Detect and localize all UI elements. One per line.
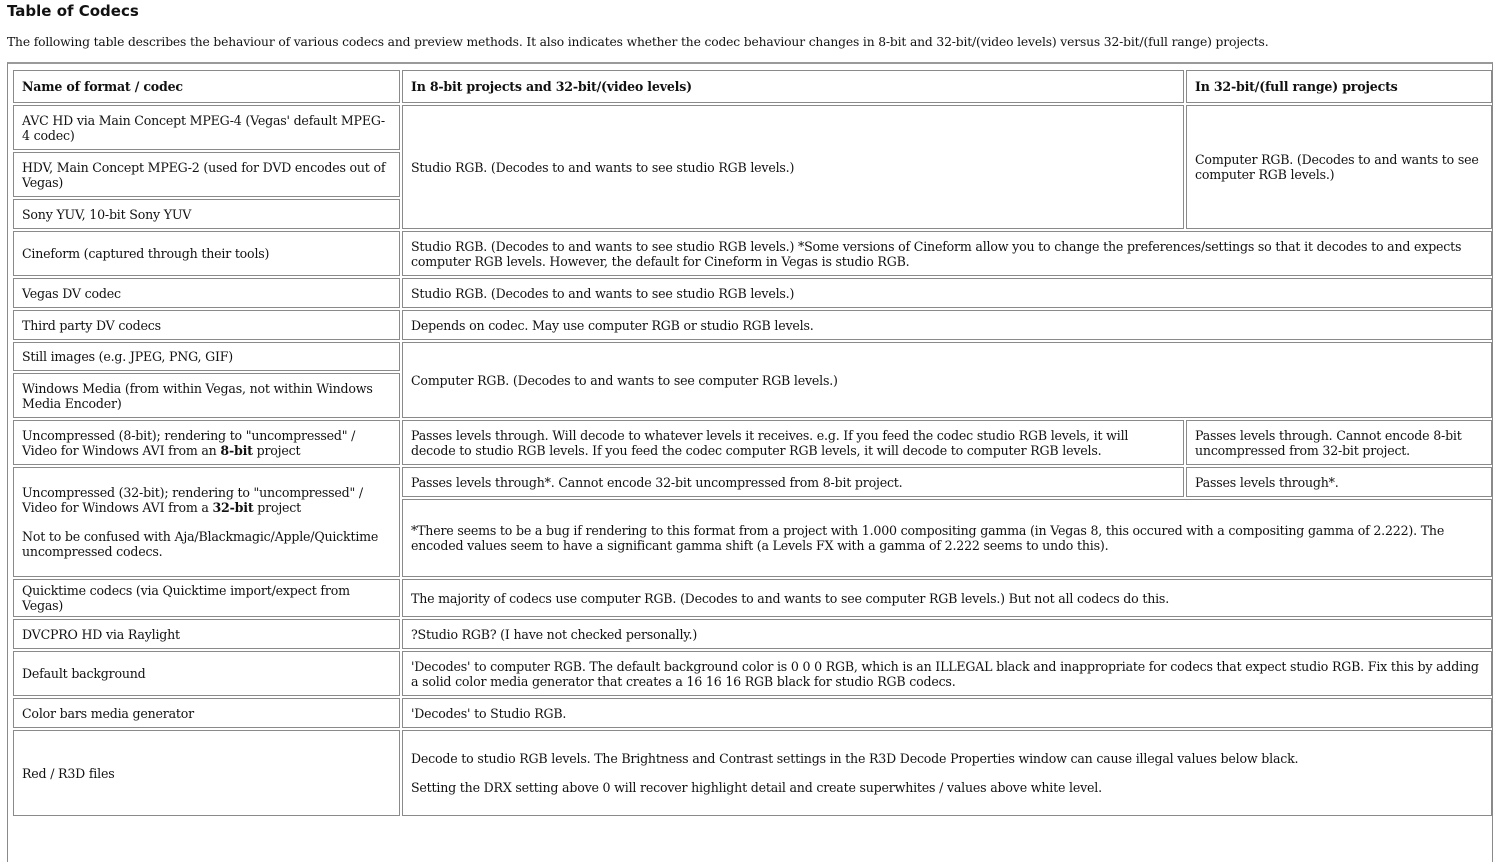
table-row — [13, 342, 1492, 371]
format-avc-hd: AVC HD via Main Concept MPEG-4 (Vegas' default MPEG-4 codec) — [13, 105, 400, 150]
uncompressed-8bit-bold: 8-bit — [220, 442, 253, 458]
codec-table — [11, 68, 1494, 818]
uncompressed-32bit-suffix: project — [253, 500, 301, 515]
uncompressed-32bit-bug-note: *There seems to be a bug if rendering to this format from a project with 1.000 compositing gamma (in Vegas 8, this occured with a compositing gamma of 2.222). The encoded values seem to have a significant gamma shift (a Levels FX with a gamma of 2.222 seems to undo this). — [402, 499, 1492, 577]
format-cineform: Cineform (captured through their tools) — [13, 231, 400, 276]
uncompressed-32bit-title — [22, 485, 391, 515]
intro-paragraph: The following table describes the behaviour of various codecs and preview methods. It also indicates whether the codec behaviour changes in 8-bit and 32-bit/(video levels) versus 32-bit/(full range) projects. — [7, 35, 1269, 49]
format-windows-media: Windows Media (from within Vegas, not within Windows Media Encoder) — [13, 373, 400, 418]
uncompressed-32bit-bold: 32-bit — [212, 500, 254, 515]
cineform-behaviour: Studio RGB. (Decodes to and wants to see studio RGB levels.) *Some versions of Cineform allow you to change the preferences/settings so that it decodes to and expects computer RGB levels. However, the default for Cineform in Vegas is studio RGB. — [402, 231, 1492, 276]
table-row — [13, 310, 1492, 340]
color-bars-behaviour: 'Decodes' to Studio RGB. — [402, 698, 1492, 728]
group1-8bit-behaviour: Studio RGB. (Decodes to and wants to see studio RGB levels.) — [402, 105, 1184, 229]
dvcpro-behaviour: ?Studio RGB? (I have not checked personally.) — [402, 619, 1492, 649]
table-header-row — [13, 70, 1492, 103]
group1-32bit-behaviour: Computer RGB. (Decodes to and wants to see computer RGB levels.) — [1186, 105, 1492, 229]
format-default-background: Default background — [13, 651, 400, 696]
table-row — [13, 651, 1492, 696]
format-dvcpro-hd: DVCPRO HD via Raylight — [13, 619, 400, 649]
quicktime-behaviour: The majority of codecs use computer RGB. (Decodes to and wants to see computer RGB levels.) But not all codecs do this. — [402, 579, 1492, 617]
uncompressed-32bit-behaviour-32bit: Passes levels through*. — [1186, 467, 1492, 497]
table-row — [13, 278, 1492, 308]
header-format: Name of format / codec — [13, 70, 400, 103]
group2-behaviour: Computer RGB. (Decodes to and wants to see computer RGB levels.) — [402, 342, 1492, 418]
table-row — [13, 730, 1492, 816]
format-color-bars: Color bars media generator — [13, 698, 400, 728]
table-row — [13, 420, 1492, 465]
format-vegas-dv: Vegas DV codec — [13, 278, 400, 308]
format-third-party-dv: Third party DV codecs — [13, 310, 400, 340]
format-uncompressed-8bit — [13, 420, 400, 465]
table-row — [13, 698, 1492, 728]
table-row — [13, 231, 1492, 276]
header-32bit-full: In 32-bit/(full range) projects — [1186, 70, 1492, 103]
format-hdv: HDV, Main Concept MPEG-2 (used for DVD encodes out of Vegas) — [13, 152, 400, 197]
default-background-behaviour: 'Decodes' to computer RGB. The default background color is 0 0 0 RGB, which is an ILLEGAL black and inappropriate for codecs that expect studio RGB. Fix this by adding a solid color media generator that creates a 16 16 16 RGB black for studio RGB codecs. — [402, 651, 1492, 696]
uncompressed-8bit-behaviour-32bit: Passes levels through. Cannot encode 8-bit uncompressed from 32-bit project. — [1186, 420, 1492, 465]
format-red-r3d: Red / R3D files — [13, 730, 400, 816]
uncompressed-8bit-suffix: project — [252, 442, 301, 458]
uncompressed-32bit-note: Not to be confused with Aja/Blackmagic/Apple/Quicktime uncompressed codecs. — [22, 529, 379, 559]
red-r3d-behaviour-line2: Setting the DRX setting above 0 will recover highlight detail and create superwhites / values above white level. — [411, 780, 1102, 795]
third-party-dv-behaviour: Depends on codec. May use computer RGB or studio RGB levels. — [402, 310, 1492, 340]
table-row — [13, 619, 1492, 649]
uncompressed-32bit-behaviour-8bit: Passes levels through*. Cannot encode 32-bit uncompressed from 8-bit project. — [402, 467, 1184, 497]
table-row — [13, 467, 1492, 497]
codec-table-frame — [7, 62, 1493, 862]
uncompressed-32bit-text: Uncompressed (32-bit); rendering to "uncompressed" / Video for Windows AVI from a — [22, 485, 363, 515]
red-r3d-behaviour-line1: Decode to studio RGB levels. The Brightness and Contrast settings in the R3D Decode Properties window can cause illegal values below black. — [411, 751, 1299, 766]
uncompressed-8bit-text: Uncompressed (8-bit); rendering to "uncompressed" / Video for Windows AVI from an — [22, 427, 356, 458]
format-still-images: Still images (e.g. JPEG, PNG, GIF) — [13, 342, 400, 371]
red-r3d-behaviour — [402, 730, 1492, 816]
format-uncompressed-32bit — [13, 467, 400, 577]
header-8bit: In 8-bit projects and 32-bit/(video levels) — [402, 70, 1184, 103]
format-quicktime: Quicktime codecs (via Quicktime import/expect from Vegas) — [13, 579, 400, 617]
table-row — [13, 579, 1492, 617]
vegas-dv-behaviour: Studio RGB. (Decodes to and wants to see studio RGB levels.) — [402, 278, 1492, 308]
uncompressed-8bit-behaviour-8bit: Passes levels through. Will decode to whatever levels it receives. e.g. If you feed the codec studio RGB levels, it will decode to studio RGB levels. If you feed the codec computer RGB levels, it will decode to computer RGB levels. — [402, 420, 1184, 465]
page-title: Table of Codecs — [7, 2, 139, 20]
format-sony-yuv: Sony YUV, 10-bit Sony YUV — [13, 199, 400, 229]
table-row — [13, 105, 1492, 150]
